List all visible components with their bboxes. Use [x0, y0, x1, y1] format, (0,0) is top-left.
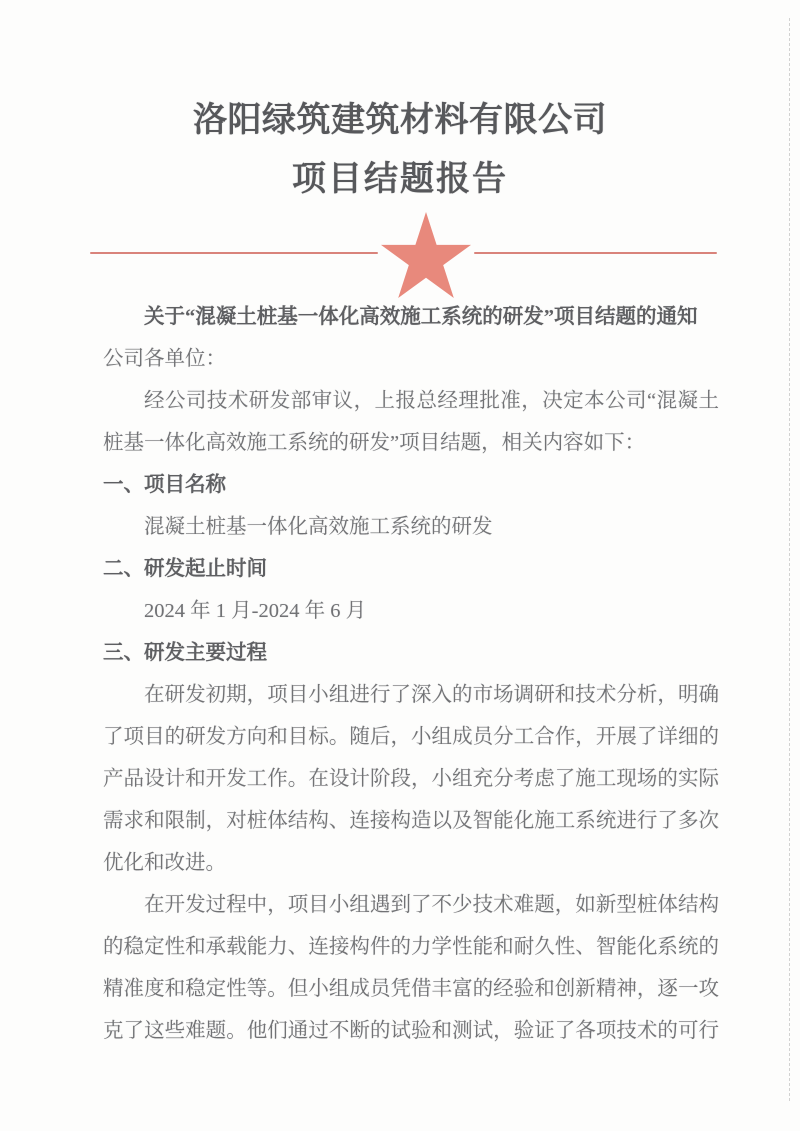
salutation: 公司各单位：	[103, 348, 226, 370]
process-paragraph-2	[103, 884, 719, 1052]
section-1-heading: 一、项目名称	[103, 474, 226, 496]
intro-paragraph	[103, 380, 719, 464]
document-body	[103, 296, 719, 1052]
text-line: 优化和改进。	[103, 852, 226, 874]
text-line: 在开发过程中，项目小组遇到了不少技术难题，如新型桩体结构	[144, 894, 719, 916]
text-line: 在研发初期，项目小组进行了深入的市场调研和技术分析，明确	[144, 684, 719, 706]
red-star-icon	[381, 212, 471, 298]
project-period: 2024 年 1 月-2024 年 6 月	[144, 600, 367, 622]
section-2-heading: 二、研发起止时间	[103, 558, 267, 580]
company-title: 洛阳绿筑建筑材料有限公司	[193, 102, 607, 139]
report-title: 项目结题报告	[292, 161, 508, 198]
text-line: 桩基一体化高效施工系统的研发”项目结题，相关内容如下：	[103, 432, 646, 454]
notice-title: 关于“混凝土桩基一体化高效施工系统的研发”项目结题的通知	[144, 306, 698, 328]
text-line: 精准度和稳定性等。但小组成员凭借丰富的经验和创新精神，逐一攻	[103, 978, 719, 1000]
text-line: 产品设计和开发工作。在设计阶段，小组充分考虑了施工现场的实际	[103, 768, 719, 790]
text-line: 了项目的研发方向和目标。随后，小组成员分工合作，开展了详细的	[103, 726, 719, 748]
project-name: 混凝土桩基一体化高效施工系统的研发	[144, 516, 493, 538]
text-line: 的稳定性和承载能力、连接构件的力学性能和耐久性、智能化系统的	[103, 936, 719, 958]
process-paragraph-1	[103, 674, 719, 884]
section-3-heading: 三、研发主要过程	[103, 642, 267, 664]
divider-line-left	[90, 252, 378, 254]
divider-line-right	[474, 252, 717, 254]
text-line: 需求和限制，对桩体结构、连接构造以及智能化施工系统进行了多次	[103, 810, 719, 832]
star-divider	[0, 212, 800, 300]
text-line: 经公司技术研发部审议，上报总经理批准，决定本公司“混凝土	[144, 390, 719, 412]
text-line: 克了这些难题。他们通过不断的试验和测试，验证了各项技术的可行	[103, 1020, 719, 1042]
